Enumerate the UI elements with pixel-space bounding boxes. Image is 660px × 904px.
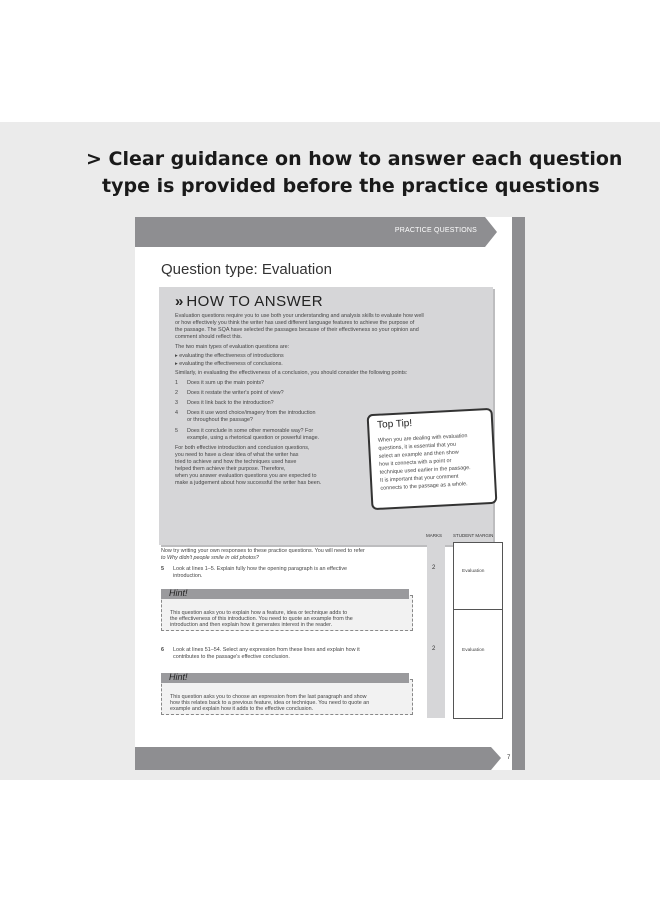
closing-line: when you answer evaluation questions you are expected to [175, 473, 317, 479]
tip-line: technique used earlier in the passage. [379, 464, 471, 476]
page-footer-bar-tip [491, 747, 501, 770]
marks-header: MARKS [426, 533, 443, 538]
closing-line: helped them achieve their purpose. Therefore, [175, 466, 286, 472]
tip-line: questions, it is essential that you [378, 441, 457, 452]
hint-title: Hint! [169, 672, 188, 682]
hint-line: introduction and then explain how it generates interest in the reader. [170, 622, 333, 628]
point-number: 2 [175, 390, 178, 396]
closing-line: tried to achieve and how the techniques used have [175, 459, 297, 465]
bullet-text: evaluating the effectiveness of introductions [179, 353, 284, 359]
point-text: Does it sum up the main points? [187, 380, 265, 386]
headline [86, 146, 623, 200]
point-text: Does it conclude in some other memorable way? For [187, 428, 314, 434]
how-to-answer-heading: HOW TO ANSWER [186, 293, 324, 310]
point-text: Does it restate the writer's point of view? [187, 390, 284, 396]
point-number: 5 [175, 428, 178, 434]
hint-line: the effectiveness of this introduction. You need to quote an example from the [170, 616, 353, 622]
headline-line-2: type is provided before the practice questions [102, 175, 600, 197]
paragraph-line: or how effectively you think the writer has used different language features to achieve the purpose of [175, 320, 415, 326]
types-intro: The two main types of evaluation questions are: [175, 344, 290, 350]
margin-label: Evaluation [462, 648, 485, 653]
point-text: or throughout the passage? [187, 417, 253, 423]
tip-line: When you are dealing with evaluation [377, 433, 468, 444]
section-label: PRACTICE QUESTIONS [394, 227, 477, 234]
paragraph-line: Evaluation questions require you to use both your understanding and analysis skills to evaluate how well [175, 313, 424, 319]
student-margin-header: STUDENT MARGIN [453, 533, 494, 538]
student-margin-box[interactable] [453, 542, 503, 610]
point-number: 4 [175, 410, 178, 416]
point-text: Does it use word choice/imagery from the introduction [187, 410, 316, 416]
page-side-strip [512, 217, 525, 770]
question-marks: 2 [432, 646, 436, 652]
how-to-answer-title [175, 293, 323, 310]
point-number: 3 [175, 400, 178, 406]
point-text: example, using a rhetorical question or powerful image. [187, 435, 320, 441]
student-margin-box[interactable] [453, 609, 503, 719]
tip-line: connects to the passage as a whole. [380, 481, 468, 492]
bullet-text: evaluating the effectiveness of conclusions. [179, 361, 283, 367]
hint-line: This question asks you to choose an expression from the last paragraph and show [170, 694, 367, 700]
question-text: contributes to the passage's effective conclusion. [173, 654, 290, 660]
closing-line: For both effective introduction and conclusion questions, [175, 445, 310, 451]
practice-intro-line: Now try writing your own responses to these practice questions. You will need to refer [161, 548, 365, 554]
hint-line: how this relates back to a previous feature, idea or technique. You need to quote an [170, 700, 370, 706]
hint-line: example and explain how it adds to the effective conclusion. [170, 706, 314, 712]
marks-column [427, 542, 445, 718]
tip-line: how it connects with a point or [379, 457, 452, 468]
tip-line: It is important that your comment [379, 473, 459, 484]
question-number: 6 [161, 647, 164, 653]
point-text: Does it link back to the introduction? [187, 400, 274, 406]
hint-box [161, 595, 413, 631]
margin-label: Evaluation [462, 569, 485, 574]
top-tip-box [367, 408, 498, 510]
bullet-arrow-icon: ▸ [175, 353, 180, 359]
bullet-arrow-icon: ▸ [175, 361, 180, 367]
bullet-item [175, 361, 283, 368]
double-chevron-icon: » [175, 293, 181, 310]
hint-box [161, 679, 413, 715]
headline-line-1: > Clear guidance on how to answer each question [86, 148, 623, 170]
bullet-item [175, 353, 284, 360]
page-header-bar-tip [485, 217, 497, 247]
paragraph-line: the passage. The SQA have selected the passages because of their effectiveness so your opinion and [175, 327, 419, 333]
point-number: 1 [175, 380, 178, 386]
question-type-title: Question type: Evaluation [161, 261, 332, 278]
top-tip-title: Top Tip! [376, 417, 413, 431]
how-to-answer-box [159, 287, 493, 545]
closing-line: you need to have a clear idea of what the writer has [175, 452, 299, 458]
question-text: Look at lines 1–5. Explain fully how the opening paragraph is an effective [173, 566, 348, 572]
points-intro: Similarly, in evaluating the effectiveness of a conclusion, you should consider the following points: [175, 370, 408, 376]
hint-tab [161, 589, 409, 599]
hint-line: This question asks you to explain how a feature, idea or technique adds to [170, 610, 348, 616]
tip-line: select an example and then show [378, 449, 459, 460]
question-text: introduction. [173, 573, 203, 579]
practice-intro-line: to Why didn't people smile in old photos? [161, 555, 259, 561]
book-page [135, 217, 525, 770]
page-footer-bar [135, 747, 491, 770]
closing-line: make a judgement about how successful the writer has been. [175, 480, 322, 486]
paragraph-line: comment should reflect this. [175, 334, 243, 340]
question-text: Look at lines 51–54. Select any expression from these lines and explain how it [173, 647, 360, 653]
question-marks: 2 [432, 565, 436, 571]
hint-tab [161, 673, 409, 683]
hint-title: Hint! [169, 588, 188, 598]
page-number: 7 [507, 755, 511, 761]
question-number: 5 [161, 566, 164, 572]
